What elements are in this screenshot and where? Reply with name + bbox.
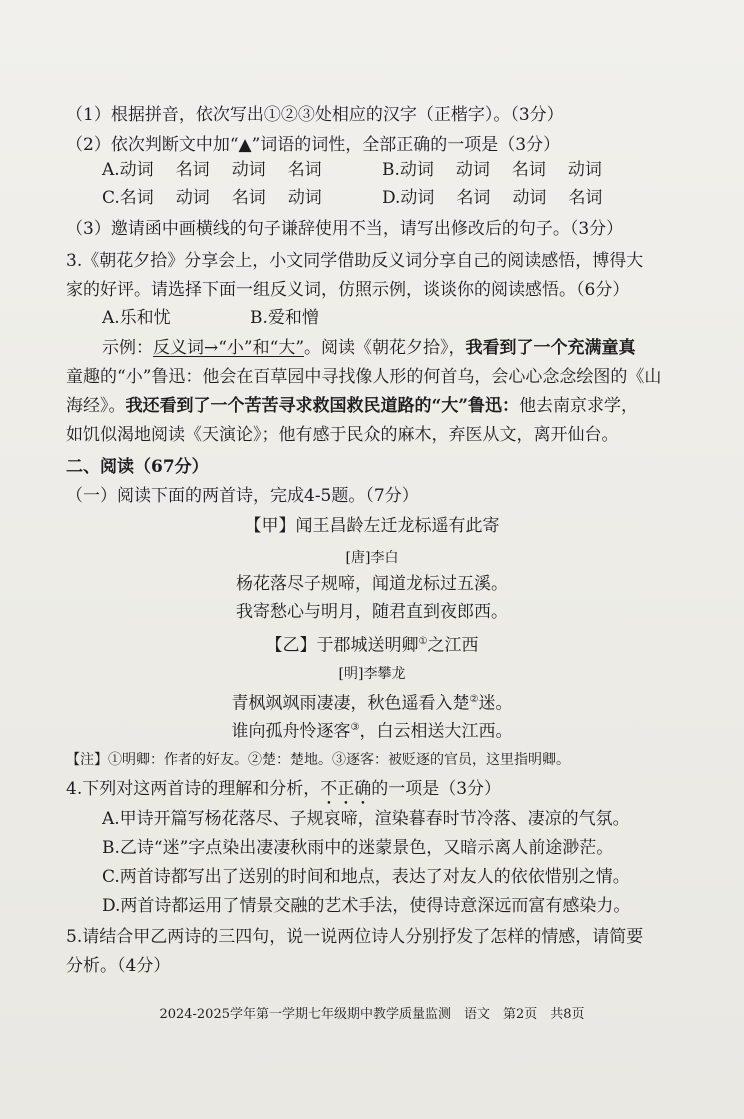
poem-yi-title [0, 630, 744, 658]
q2-option-c [102, 186, 344, 210]
poem-yi-line1-sup: ② [469, 694, 479, 705]
q2-option-b-w1: B.动词 [382, 160, 434, 180]
q3-example-label: 示例： [102, 338, 153, 358]
poem-notes: 【注】①明卿：作者的好友。②楚：楚地。③逐客：被贬逐的官员，这里指明卿。 [66, 752, 570, 768]
poem-yi-line1b: 迷。 [478, 693, 513, 714]
q4-option-b: B.乙诗“迷”字点染出凄凄秋雨中的迷蒙景色，又暗示离人前途渺茫。 [102, 838, 614, 858]
poem-yi-author: [明]李攀龙 [338, 666, 406, 682]
q2-option-d-w4: 名词 [568, 188, 603, 208]
q5-stem-line1: 5.请结合甲乙两诗的三四句，说一说两位诗人分别抒发了怎样的情感，请简要 [66, 927, 644, 947]
section2-part1: （一）阅读下面的两首诗，完成4-5题。（7分） [66, 486, 419, 506]
q3-option-b: B.爱和憎 [250, 308, 319, 328]
q2-option-a-w4: 名词 [287, 160, 322, 180]
poem-yi-line1a: 青枫飒飒雨凄凄，秋色遥看入楚 [231, 693, 470, 714]
q3-stem-line1: 3.《朝花夕拾》分享会上，小文同学借助反义词分享自己的阅读感悟，博得大 [66, 251, 644, 271]
poem-yi-line2a: 谁向孤舟怜逐客 [231, 721, 351, 742]
q4-stem-b: 的一项是（3分） [371, 779, 502, 799]
q2-option-b-w3: 名词 [511, 160, 546, 180]
q3-example-line2: 童趣的“小”鲁迅：他会在百草园中寻找像人形的何首乌，会心心念念绘图的《山 [66, 367, 662, 387]
q2-option-c-w2: 动词 [175, 188, 210, 208]
q2-option-c-w4: 动词 [287, 188, 322, 208]
q2-option-b [382, 158, 624, 182]
q5-stem-line2: 分析。（4分） [66, 956, 171, 976]
q3-stem-line2: 家的好评。请选择下面一组反义词，仿照示例，谈谈你的阅读感悟。（6分） [66, 280, 630, 300]
q3-example-text-3b: 我还看到了一个苦苦寻求救国救民道路的“大”鲁迅： [125, 396, 520, 416]
q2-option-a-w2: 名词 [175, 160, 210, 180]
q3-example-line4: 如饥似渴地阅读《天演论》；他有感于民众的麻木，弃医从文，离开仙台。 [66, 425, 619, 445]
poem-yi-line2 [0, 716, 744, 744]
q2-part3: （3）邀请函中画横线的句子谦辞使用不当，请写出修改后的句子。（3分） [66, 219, 624, 239]
q3-option-a: A.乐和忧 [102, 308, 171, 328]
q4-option-d: D.两首诗都运用了情景交融的艺术手法，使得诗意深远而富有感染力。 [102, 896, 631, 916]
poem-yi-line2-sup: ③ [350, 722, 360, 733]
q2-option-a [102, 158, 344, 182]
q2-option-c-w1: C.名词 [102, 188, 154, 208]
poem-yi-title-a: 【乙】于郡城送明卿 [265, 635, 419, 656]
q2-option-d-w3: 动词 [512, 188, 547, 208]
q3-example-text-3c: 他去南京求学， [519, 396, 639, 416]
q3-example-text-3a: 海经》。 [66, 396, 126, 416]
q4-option-c: C.两首诗都写出了送别的时间和地点，表达了对友人的依依惜别之情。 [102, 867, 630, 887]
poem-yi-line1 [0, 688, 744, 716]
poem-jia-title: 【甲】闻王昌龄左迁龙标遥有此寄 [244, 516, 500, 536]
page-footer: 2024-2025学年第一学期七年级期中教学质量监测 语文 第2页 共8页 [159, 1007, 585, 1022]
q2-option-d [382, 186, 624, 210]
q4-stem [66, 777, 501, 809]
bleed-through-mark [640, 472, 645, 490]
q3-example-text-1a: 。阅读《朝花夕拾》， [304, 338, 466, 358]
q2-option-b-w4: 动词 [567, 160, 602, 180]
poem-yi-line2b: ，白云相送大江西。 [359, 721, 513, 742]
q3-example-antonym: 反义词→“小”和“大” [153, 338, 305, 358]
q2-option-b-w2: 动词 [455, 160, 490, 180]
q2-option-c-w3: 名词 [231, 188, 266, 208]
q2-option-d-w2: 名词 [456, 188, 491, 208]
q2-part2: （2）依次判断文中加“▲”词语的词性，全部正确的一项是（3分） [66, 135, 561, 155]
q3-example-line3 [66, 394, 638, 418]
q4-option-a: A.甲诗开篇写杨花落尽、子规哀啼，渲染暮春时节冷落、凄凉的气氛。 [102, 809, 630, 829]
q2-option-d-w1: D.动词 [382, 188, 435, 208]
q2-option-a-w3: 动词 [231, 160, 266, 180]
poem-yi-title-sup: ① [418, 636, 428, 647]
q3-example-text-1b: 我看到了一个充满童真 [465, 338, 636, 358]
poem-jia-line1: 杨花落尽子规啼，闻道龙标过五溪。 [236, 574, 508, 594]
poem-jia-author: [唐]李白 [345, 550, 399, 566]
q4-stem-a: 4.下列对这两首诗的理解和分析， [66, 779, 321, 799]
q2-part1: （1）根据拼音，依次写出①②③处相应的汉字（正楷字）。（3分） [66, 105, 564, 125]
poem-yi-title-b: 之江西 [427, 635, 479, 656]
section2-title: 二、阅读（67分） [66, 457, 209, 477]
q3-example-line1 [102, 336, 636, 360]
q2-option-a-w1: A.动词 [102, 160, 154, 180]
q4-stem-emphasis: 不正确 [320, 779, 372, 799]
poem-jia-line2: 我寄愁心与明月，随君直到夜郎西。 [236, 602, 508, 622]
